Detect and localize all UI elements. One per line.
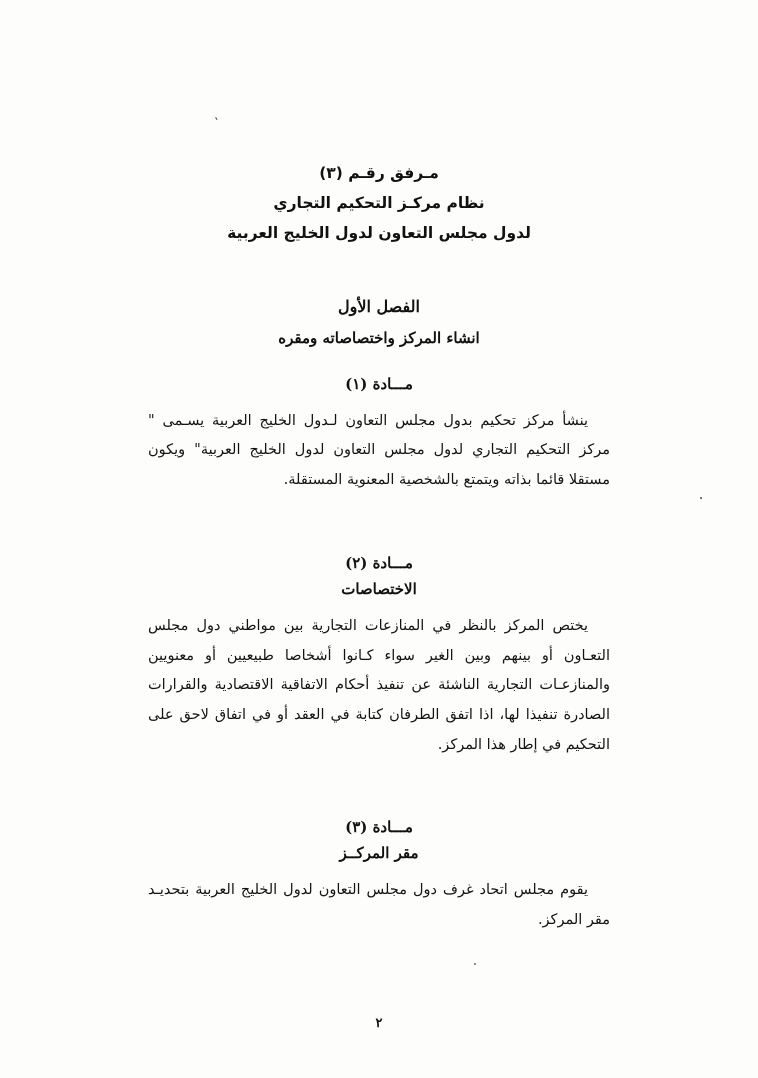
margin-dot-right xyxy=(700,497,702,499)
article-1-heading: مـــادة (١) xyxy=(345,374,413,393)
section-spacer-1 xyxy=(148,496,610,532)
article-1 xyxy=(148,375,610,496)
article-3 xyxy=(148,818,610,935)
article-2-body: يختص المركز بالنظر في المنازعات التجارية بين مواطني دول مجلس التعـاون أو بينهم وبين الغير سواء كـانوا أشخاصا طبيعيين أو معنويين والمنازعـات التجارية الناشئة عن تنفيذ أحكام الاتفاقية الاقتصادية والقرارات الصادرة تنفيذا لها، اذا اتفق الطرفان كتابة في العقد أو في اتفاق لاحق على التحكيم في إطار هذا المركز. xyxy=(148,617,611,753)
title-line-2: نظام مركـز التحكيم التجاري xyxy=(273,194,485,213)
article-2-heading: مـــادة (٢) xyxy=(345,553,413,572)
article-3-subheading: مقر المركــز xyxy=(339,844,419,863)
article-1-body: ينشأ مركز تحكيم بدول مجلس التعاون لـدول الخليج العربية يسـمى " مركز التحكيم التجاري لدول مجلس التعاون لدول الخليج العربية" ويكون مستقلا قائما بذاته ويتمتع بالشخصية المعنوية المستقلة. xyxy=(148,412,610,489)
article-2 xyxy=(148,554,610,761)
document-title xyxy=(148,158,610,249)
page-bottom-dot xyxy=(474,963,476,965)
article-2-subheading: الاختصاصات xyxy=(341,579,417,598)
title-line-1: مـرفق رقـم (٣) xyxy=(319,164,439,182)
chapter-heading: الفصل الأول xyxy=(338,296,420,316)
section-spacer-2 xyxy=(148,760,610,796)
chapter-block xyxy=(148,291,610,353)
chapter-subheading: انشاء المركز واختصاصاته ومقره xyxy=(278,328,480,347)
page-number: ٢ xyxy=(375,1016,383,1031)
document-body xyxy=(148,100,610,936)
margin-tick-mark: ` xyxy=(211,116,221,133)
article-3-body: يقوم مجلس اتحاد غرف دول مجلس التعاون لدول الخليج العربية بتحديـد مقر المركز. xyxy=(148,882,610,929)
title-line-3: لدول مجلس التعاون لدول الخليج العربية xyxy=(227,224,531,243)
article-3-heading: مـــادة (٣) xyxy=(345,818,413,837)
